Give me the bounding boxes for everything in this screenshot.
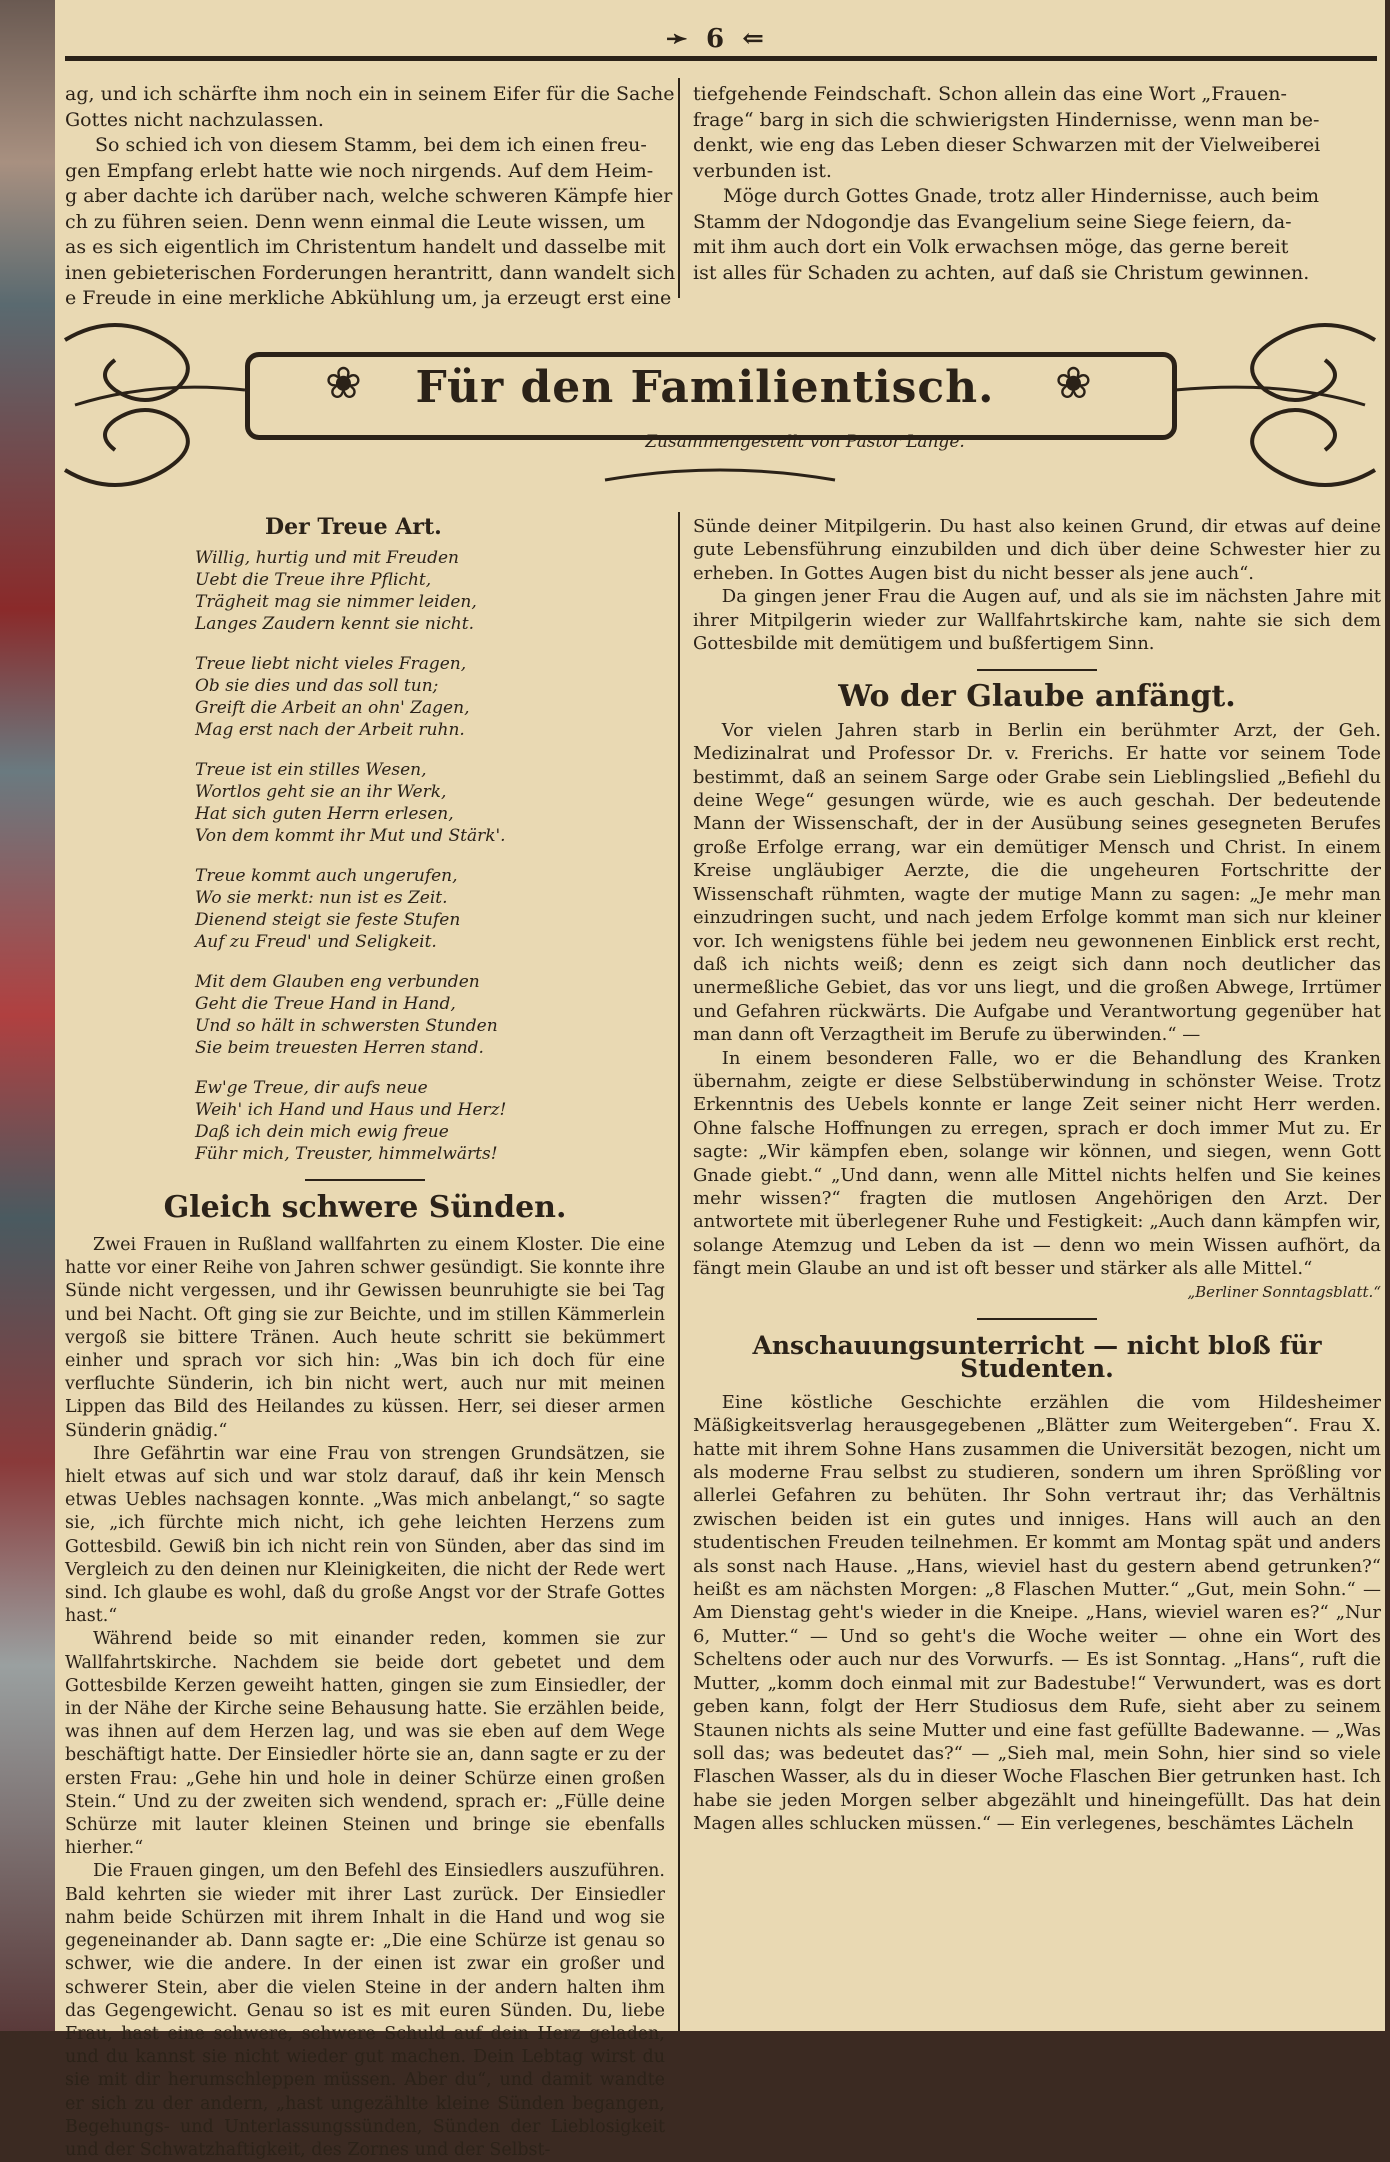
text-line: as es sich eigentlich im Christentum handelt und dasselbe mit <box>65 236 666 258</box>
page-number-header <box>635 24 795 54</box>
paragraph: Die Frauen gingen, um den Befehl des Einsiedlers auszuführen. Bald kehrten sie wieder mit ihrer Last zurück. Der Einsiedler nahm beide Schürzen mit ihrem Inhalt in die Hand und wog sie gegeneinander ab. Dann sagte er: „Die eine Schürze ist genau so schwer, wie die andere. In der einen ist zwar ein großer und schwerer Stein, aber die vielen Steine in der andern halten ihm das Gegengewicht. Genau so ist es mit euren Sünden. Du, liebe Frau, hast eine schwere, schwere Schuld auf dein Herz geladen, und du kannst sie nicht wieder gut machen. Dein Lebtag wirst du sie mit dir herumschleppen müssen. Aber du“, und damit wandte er sich zu der andern, „hast ungezählte kleine Sünden begangen, Begehungs- und Unterlassungssünden, Sünden der Lieblosigkeit und der Schwatzhaftigkeit, des Zornes und der Selbst- <box>65 1861 665 2160</box>
text-line: inen gebieterischen Forderungen herantritt, dann wandelt sich <box>65 261 676 284</box>
poem-line: Dienend steigt sie feste Stufen <box>195 909 461 930</box>
poem-line: Geht die Treue Hand in Hand, <box>195 993 456 1014</box>
poem-line: Treue liebt nicht vieles Fragen, <box>195 653 467 674</box>
text-line: ist alles für Schaden zu achten, auf daß sie Christum gewinnen. <box>693 261 1310 284</box>
ornament-left-icon: ❀ <box>325 358 362 409</box>
right-column <box>693 515 1381 1836</box>
separator-rule <box>305 1179 425 1181</box>
poem-stanza <box>195 1077 665 1165</box>
text-line: tiefgehende Feindschaft. Schon allein das eine Wort „Frauen- <box>693 83 1287 105</box>
story-title: Anschauungsunterricht — nicht bloß für Studenten. <box>752 1331 1322 1384</box>
paragraph: Während beide so mit einander reden, kommen sie zur Wallfahrtskirche. Nachdem sie beide dort gebetet und dem Gottesbilde Kerzen geweiht hatten, gingen sie zum Einsiedler, der in der Nähe der Kirche seine Behausung hatte. Sie erzählen beide, was ihnen auf dem Herzen lag, und was sie eben auf dem Wege beschäftigt hatte. Der Einsiedler hörte sie an, dann sagte er zu der ersten Frau: „Gehe hin und hole in deiner Schürze einen großen Stein.“ Und zu der zweiten sich wendend, sprach er: „Fülle deine Schürze mit lauter kleinen Steinen und bringe sie ebenfalls hierher.“ <box>65 1629 665 1859</box>
story-body <box>65 1234 665 2162</box>
continuation-left <box>65 82 676 312</box>
story-title: Wo der Glaube anfängt. <box>838 679 1236 715</box>
poem-line: Von dem kommt ihr Mut und Stärk'. <box>195 825 506 846</box>
poem-line: Und so hält in schwersten Stunden <box>195 1015 498 1036</box>
poem-line: Willig, hurtig und mit Freuden <box>195 547 459 568</box>
poem-line: Wortlos geht sie an ihr Werk, <box>195 781 447 802</box>
text-line: ag, und ich schärfte ihm noch ein in seinem Eifer für die Sache <box>65 83 675 105</box>
poem-line: Weih' ich Hand und Haus und Herz! <box>195 1099 507 1120</box>
poem-line: Uebt die Treue ihre Pflicht, <box>195 569 432 590</box>
arrow-left-mark: ➛ <box>666 24 688 54</box>
continuation-right <box>693 82 1373 286</box>
column-divider <box>678 78 680 298</box>
top-rule <box>65 56 1377 61</box>
text-line: ch zu führen seien. Denn wenn einmal die Leute wissen, um <box>65 210 646 233</box>
poem-title: Der Treue Art. <box>265 514 442 540</box>
poem <box>195 547 665 1165</box>
paragraph: Ihre Gefährtin war eine Frau von strengen Grundsätzen, sie hielt etwas auf sich und war stolz darauf, daß ihr kein Mensch etwas Uebles nachsagen konnte. „Was mich anbelangt,“ so sagte sie, „ich fürchte mich nicht, ich gehe leichten Herzens zum Gottesbild. Gewiß bin ich nicht rein von Sünden, aber das sind im Vergleich zu den deinen nur Kleinigkeiten, die nicht der Rede wert sind. Ich glaube es wohl, daß du große Angst vor der Strafe Gottes hast.“ <box>65 1443 665 1627</box>
text-line: denkt, wie eng das Leben dieser Schwarzen mit der Vielweiberei <box>693 134 1321 156</box>
page-number: 6 <box>705 24 725 54</box>
text-line: Möge durch Gottes Gnade, trotz aller Hindernisse, auch beim <box>723 185 1320 207</box>
book-binding-edge <box>0 0 60 2031</box>
poem-line: Auf zu Freud' und Seligkeit. <box>195 931 437 952</box>
text-line: Stamm der Ndogondje das Evangelium seine Siege feiern, da- <box>693 210 1292 233</box>
paragraph: Vor vielen Jahren starb in Berlin ein berühmter Arzt, der Geh. Medizinalrat und Professor Dr. v. Frerichs. Er hatte vor seinem Tode bestimmt, daß an seinem Sarge oder Grabe sein Lieblingslied „Befiehl du deine Wege“ gesungen würde, wie es auch geschah. Der bedeutende Mann der Wissenschaft, der in der Ausübung seines gesegneten Berufes große Erfolge errang, war ein demütiger Mensch und Christ. In einem Kreise ungläubiger Aerzte, die die ungeheuren Fortschritte der Wissenschaft rühmten, wagte der mutige Mann zu sagen: „Je mehr man einzudringen sucht, und nach jedem Erfolge kommt man sich nur kleiner vor. Ich wenigstens fühle bei jedem neu gewonnenen Einblick erst recht, daß ich nichts weiß; denn es zeigt sich dann noch deutlicher das unermeßliche Gebiet, das vor uns liegt, und die großen Abwege, Irrtümer und Gefahren rückwärts. Die Aufgabe und Verantwortung gegenüber hat man dann oft Verzagtheit im Berufe zu überwinden.“ — <box>693 719 1381 1046</box>
text-line: So schied ich von diesem Stamm, bei dem ich einen freu- <box>95 134 647 156</box>
text-line: mit ihm auch dort ein Volk erwachsen möge, das gerne bereit <box>693 236 1289 258</box>
poem-line: Treue ist ein stilles Wesen, <box>195 759 427 780</box>
section-header <box>55 320 1385 492</box>
poem-line: Treue kommt auch ungerufen, <box>195 865 458 886</box>
poem-stanza <box>195 865 665 953</box>
poem-line: Wo sie merkt: nun ist es Zeit. <box>195 887 448 908</box>
column-divider <box>678 512 680 2031</box>
left-column <box>65 515 665 2162</box>
separator-rule <box>977 669 1097 671</box>
text-line: e Freude in eine merkliche Abkühlung um, ja erzeugt erst eine <box>65 287 672 309</box>
section-title: Für den Familientisch. <box>415 362 995 413</box>
text-line: gen Empfang erlebt hatte wie noch nirgends. Auf dem Heim- <box>65 159 654 182</box>
poem-line: Mit dem Glauben eng verbunden <box>195 971 480 992</box>
section-byline: Zusammengestellt von Pastor Lange. <box>645 432 965 452</box>
text-line: g aber dachte ich darüber nach, welche schweren Kämpfe hier <box>65 185 673 207</box>
paragraph: Zwei Frauen in Rußland wallfahrten zu einem Kloster. Die eine hatte vor einer Reihe von Jahren schwer gesündigt. Sie konnte ihre Sünde nicht vergessen, und ihr Gewissen beunruhigte sie bei Tag und bei Nacht. Oft ging sie zur Beichte, und im stillen Kämmerlein vergoß sie bittere Tränen. Auch heute schritt sie bekümmert einher und sprach vor sich hin: „Was bin ich doch für eine verfluchte Sünderin, ich bin nicht wert, auch nur mit meinen Lippen das Bild des Heilandes zu küssen. Herr, sei dieser armen Sünderin gnädig.“ <box>65 1235 665 1441</box>
text-line: Gottes nicht nachzulassen. <box>65 108 324 131</box>
poem-stanza <box>195 653 665 741</box>
paragraph: Eine köstliche Geschichte erzählen die vom Hildesheimer Mäßigkeitsverlag herausgegebenen „Blätter zum Weitergeben“. Frau X. hatte mit ihrem Sohne Hans zusammen die Universität bezogen, nicht um als moderne Frau selbst zu studieren, sondern um ihren Sprößling vor allerlei Gefahren zu behüten. Ihr Sohn vertraut ihr; das Verhältnis zwischen beiden ist ein gutes und inniges. Hans will auch an den studentischen Freuden teilnehmen. Er kommt am Montag spät und anders als sonst nach Hause. „Hans, wieviel hast du gestern abend getrunken?“ heißt es am nächsten Morgen: „8 Flaschen Mutter.“ „Gut, mein Sohn.“ — Am Dienstag geht's wieder in die Kneipe. „Hans, wieviel waren es?“ „Nur 6, Mutter.“ — Und so geht's die Woche weiter — ohne ein Wort des Scheltens oder auch nur des Vorwurfs. — Es ist Sonntag. „Hans“, ruft die Mutter, „komm doch einmal mit zur Badestube!“ Verwundert, was es dort geben kann, folgt der Herr Studiosus dem Rufe, sieht aber zu seinem Staunen nichts als seine Mutter und eine fast gefüllte Badewanne. — „Was soll das; was bedeutet das?“ — „Sieh mal, mein Sohn, hier sind so viele Flaschen Wasser, als du in dieser Woche Flaschen Bier getrunken hast. Ich habe sie jeden Morgen selber abgezählt und hineingefüllt. Das hat dein Magen alles schlucken müssen.“ — Ein verlegenes, beschämtes Lächeln <box>693 1391 1381 1835</box>
poem-line: Mag erst nach der Arbeit ruhn. <box>195 719 465 740</box>
newspaper-page <box>55 0 1385 2160</box>
poem-line: Führ mich, Treuster, himmelwärts! <box>195 1143 498 1164</box>
paragraph: In einem besonderen Falle, wo er die Behandlung des Kranken übernahm, zeigte er diese Selbstüberwindung in schönster Weise. Trotz Erkenntnis des Uebels konnte er lange Zeit seiner nicht Herr werden. Ohne falsche Hoffnungen zu erregen, sprach er doch immer Mut zu. Er sagte: „Wir kämpfen eben, solange wir können, und siegen, wenn Gott Gnade giebt.“ „Und dann, wenn alle Mittel nichts helfen und Sie keines mehr wissen?“ fragten die mutlosen Angehörigen den Arzt. Der antwortete mit überlegener Ruhe und Festigkeit: „Auch dann kämpfen wir, solange Atemzug und Leben da ist — denn wo mein Wissen aufhört, da fängt mein Glaube an und ist oft besser und stärker als alle Mittel.“ <box>693 1047 1381 1280</box>
text-line: verbunden ist. <box>693 159 832 182</box>
poem-line: Langes Zaudern kennt sie nicht. <box>195 613 474 634</box>
poem-stanza <box>195 971 665 1059</box>
poem-stanza <box>195 759 665 847</box>
poem-line: Daß ich dein mich ewig freue <box>195 1121 449 1142</box>
text-line: frage“ barg in sich die schwierigsten Hindernisse, wenn man be- <box>693 108 1320 131</box>
ornament-right-icon: ❀ <box>1055 358 1092 409</box>
poem-line: Ew'ge Treue, dir aufs neue <box>195 1077 428 1098</box>
story-title: Gleich schwere Sünden. <box>163 1189 567 1225</box>
paragraph: Sünde deiner Mitpilgerin. Du hast also keinen Grund, dir etwas auf deine gute Lebensführung einzubilden und dich über deine Schwester hier zu erheben. In Gottes Augen bist du nicht besser als jene auch“. <box>693 516 1381 584</box>
poem-line: Hat sich guten Herrn erlesen, <box>195 803 454 824</box>
poem-line: Sie beim treuesten Herren stand. <box>195 1037 484 1058</box>
separator-rule <box>977 1318 1097 1320</box>
poem-line: Trägheit mag sie nimmer leiden, <box>195 591 477 612</box>
poem-line: Greift die Arbeit an ohn' Zagen, <box>195 697 470 718</box>
poem-line: Ob sie dies und das soll tun; <box>195 675 439 696</box>
source-citation: „Berliner Sonntagsblatt.“ <box>1187 1282 1381 1301</box>
poem-stanza <box>195 547 665 635</box>
paragraph: Da gingen jener Frau die Augen auf, und als sie im nächsten Jahre mit ihrer Mitpilgerin wieder zur Wallfahrtskirche kam, nahte sie sich dem Gottesbilde mit demütigem und bußfertigem Sinn. <box>693 586 1381 655</box>
arrow-right-mark: ⇐ <box>742 24 764 54</box>
